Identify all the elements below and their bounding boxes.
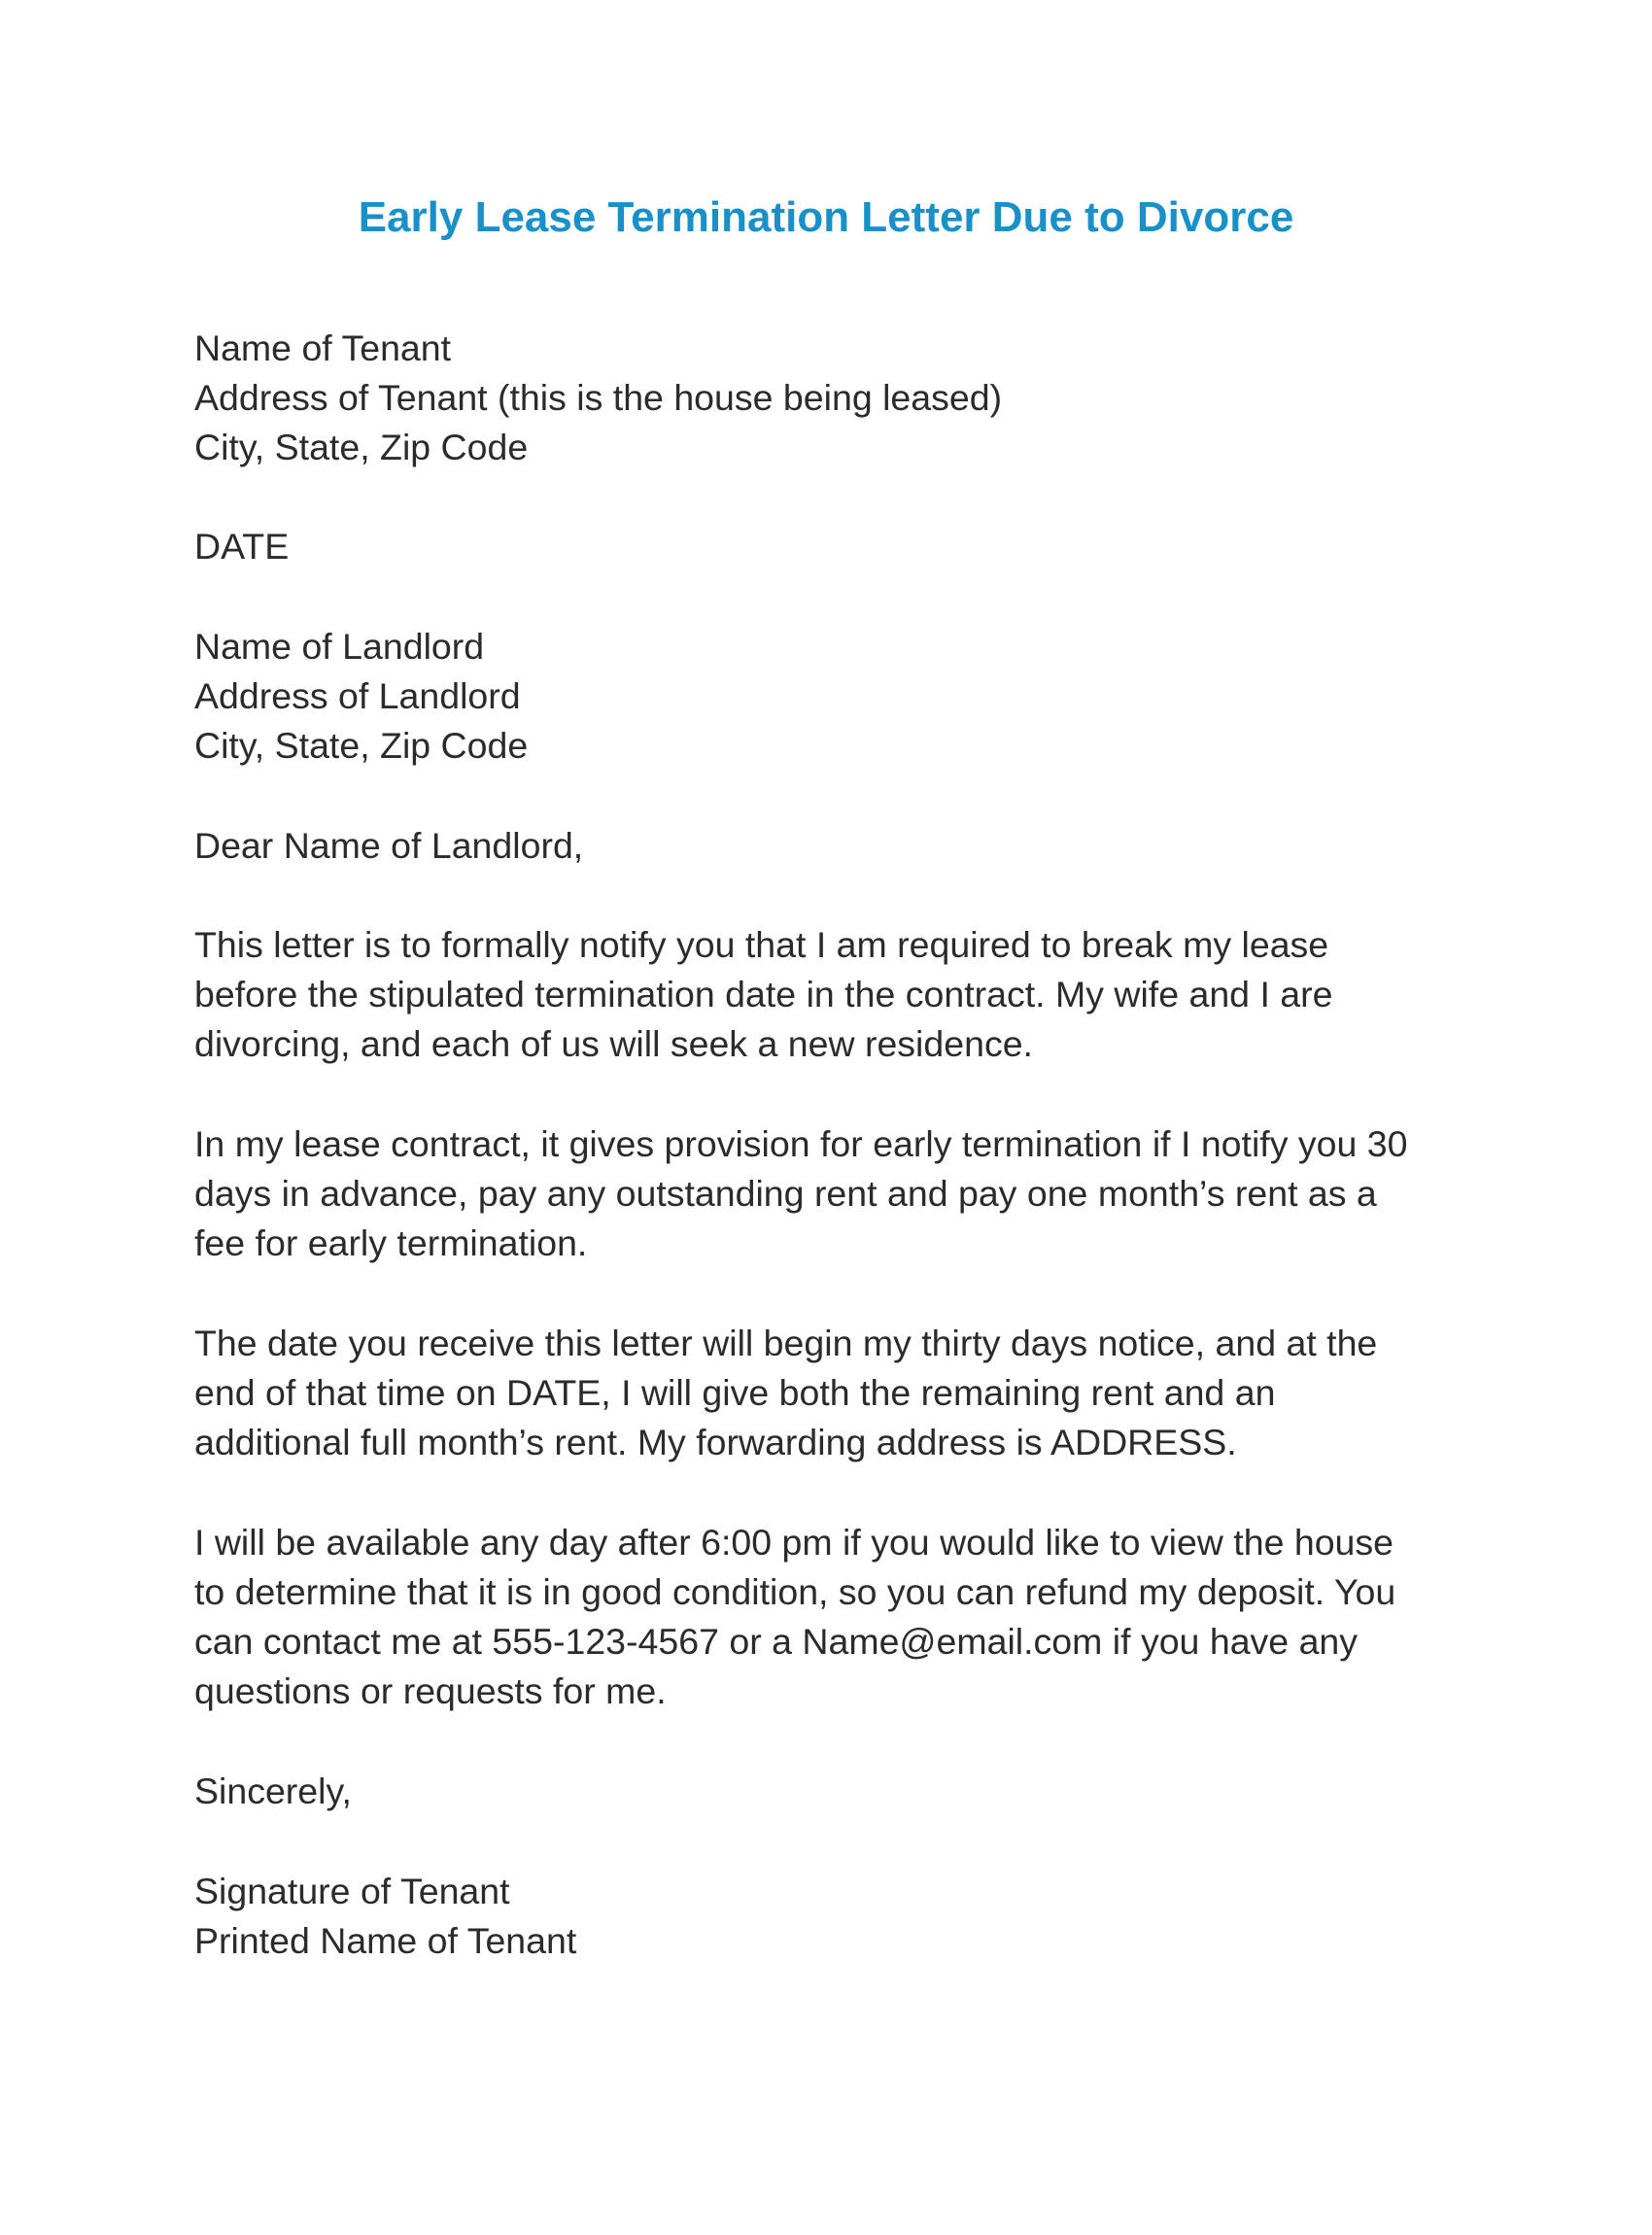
paragraph-line: questions or requests for me. [194, 1670, 667, 1711]
salutation-block [194, 821, 1477, 871]
closing-block [194, 1767, 1477, 1816]
tenant-name: Name of Tenant [194, 327, 452, 368]
date-line [194, 522, 1477, 571]
paragraph-line: additional full month’s rent. My forwarding address is ADDRESS. [194, 1422, 1237, 1462]
tenant-city-state-zip: City, State, Zip Code [194, 427, 529, 467]
paragraph-line: to determine that it is in good condition, so you can refund my deposit. You [194, 1571, 1396, 1612]
paragraph-line: This letter is to formally notify you that I am required to break my lease [194, 924, 1329, 965]
landlord-name: Name of Landlord [194, 626, 485, 667]
signature-line: Signature of Tenant [194, 1871, 510, 1911]
landlord-address-block [194, 622, 1477, 771]
body-paragraph-4 [194, 1518, 1477, 1716]
salutation: Dear Name of Landlord, [194, 825, 584, 866]
paragraph-line: before the stipulated termination date in the contract. My wife and I are [194, 974, 1333, 1014]
paragraph-line: I will be available any day after 6:00 pm if you would like to view the house [194, 1522, 1394, 1563]
body-paragraph-1 [194, 920, 1477, 1069]
tenant-address: Address of Tenant (this is the house being leased) [194, 377, 1003, 418]
paragraph-line: The date you receive this letter will begin my thirty days notice, and at the [194, 1323, 1378, 1363]
paragraph-line: divorcing, and each of us will seek a new residence. [194, 1023, 1033, 1064]
paragraph-line: fee for early termination. [194, 1222, 588, 1263]
body-paragraph-3 [194, 1319, 1477, 1467]
letter-date: DATE [194, 526, 290, 567]
paragraph-line: can contact me at 555-123-4567 or a Name@email.com if you have any [194, 1621, 1359, 1662]
tenant-address-block [194, 324, 1477, 472]
closing: Sincerely, [194, 1771, 352, 1811]
paragraph-line: In my lease contract, it gives provision for early termination if I notify you 30 [194, 1123, 1408, 1164]
document-title: Early Lease Termination Letter Due to Divorce [358, 193, 1294, 241]
printed-name-line: Printed Name of Tenant [194, 1920, 577, 1961]
paragraph-line: days in advance, pay any outstanding rent and pay one month’s rent as a [194, 1173, 1377, 1214]
paragraph-line: end of that time on DATE, I will give both the remaining rent and an [194, 1372, 1276, 1413]
signature-block [194, 1867, 1477, 1966]
body-paragraph-2 [194, 1119, 1477, 1268]
landlord-city-state-zip: City, State, Zip Code [194, 725, 529, 766]
landlord-address: Address of Landlord [194, 675, 521, 716]
